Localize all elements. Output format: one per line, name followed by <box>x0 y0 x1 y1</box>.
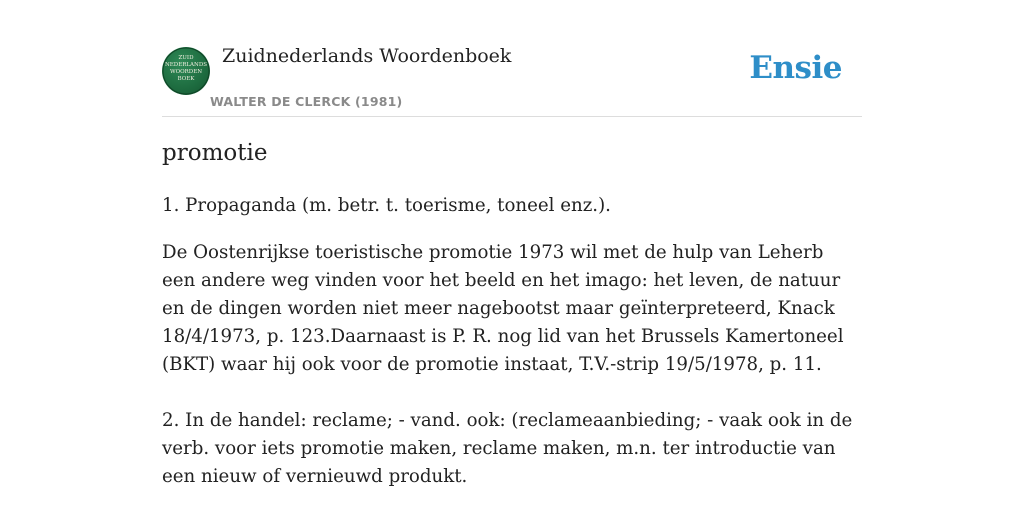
header <box>162 0 862 117</box>
svg-text:WOORDEN: WOORDEN <box>169 69 203 75</box>
headword: promotie <box>162 140 268 166</box>
definition-1: 1. Propaganda (m. betr. t. toerisme, toneel enz.). <box>162 195 611 216</box>
page <box>162 0 862 512</box>
source-title[interactable]: Zuidnederlands Woordenboek <box>222 45 512 67</box>
definition-2: 2. In de handel: reclame; - vand. ook: (reclameaanbieding; - vaak ook in de verb. voor iets promotie maken, reclame maken, m.n. ter introductie van een nieuw of vernieuwd produkt. <box>162 410 853 487</box>
svg-text:BOEK: BOEK <box>177 76 195 82</box>
svg-text:ZUID: ZUID <box>178 55 194 61</box>
svg-text:NEDERLANDS: NEDERLANDS <box>164 62 208 68</box>
example-citation: De Oostenrijkse toeristische promotie 1973 wil met de hulp van Leherb een andere weg vinden voor het beeld en het imago: het leven, de natuur en de dingen worden niet meer nagebootst maar geïnterpreteerd, Knack 18/4/1973, p. 123.Daarnaast is P. R. nog lid van het Brussels Kamertoneel (BKT) waar hij ook voor de promotie instaat, T.V.-strip 19/5/1978, p. 11. <box>162 242 844 375</box>
brand-logo[interactable]: Ensie <box>749 50 842 86</box>
source-author: WALTER DE CLERCK (1981) <box>210 94 403 109</box>
source-logo-icon[interactable] <box>162 47 210 95</box>
